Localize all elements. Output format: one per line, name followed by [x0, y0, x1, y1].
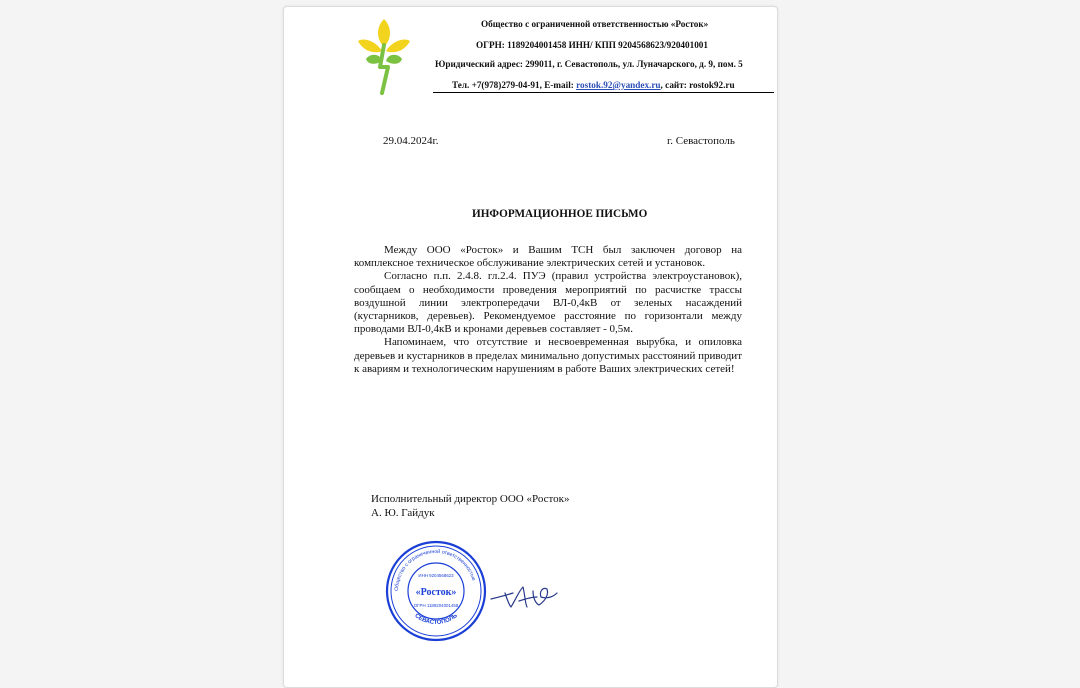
letter-title: ИНФОРМАЦИОННОЕ ПИСЬМО [472, 208, 648, 220]
letter-page [283, 6, 778, 688]
org-name: Общество с ограниченной ответственностью «Росток» [481, 19, 709, 29]
email-link[interactable]: rostok.92@yandex.ru [576, 80, 661, 90]
svg-text:Общество с ограниченной ответс [394, 548, 477, 591]
paragraph-3: Напоминаем, что отсутствие и несвоевременная вырубка, и опиловка деревьев и кустарников в пределах минимально допустимых расстояний приводит к авариям и технологическим нарушениям в работе Ваших электрических сетей! [354, 336, 742, 375]
site-text: , сайт: rostok92.ru [660, 80, 735, 90]
stamp-ring-text: Общество с ограниченной ответственностью [393, 548, 477, 592]
letter-city: г. Севастополь [667, 135, 735, 147]
stamp-inn-text: ИНН 9204568623 [418, 573, 454, 578]
letter-body [354, 244, 742, 376]
stamp-ogrn-text: ОГРН 1189204001458 [413, 603, 459, 608]
signer-name: А. Ю. Гайдук [371, 507, 435, 519]
header-rule [433, 92, 774, 93]
ogrn-line: ОГРН: 1189204001458 ИНН/ КПП 9204568623/920401001 [476, 40, 708, 50]
contacts-line [452, 81, 735, 90]
company-stamp [384, 539, 488, 643]
handwritten-signature [489, 577, 559, 615]
stamp-city-text: СЕВАСТОПОЛЬ [413, 612, 459, 626]
paragraph-1: Между ООО «Росток» и Вашим ТСН был заключен договор на комплексное техническое обслуживание электрических сетей и установок. [354, 244, 742, 270]
phone-text: Тел. +7(978)279-04-91, E-mail: [452, 80, 577, 90]
paragraph-2: Согласно п.п. 2.4.8. гл.2.4. ПУЭ (правил устройства электроустановок), сообщаем о необходимости проведения мероприятий по расчистке трассы воздушной линии электропередачи ВЛ-0,4кВ от зеленых насаждений (кустарников, деревьев). Рекомендуемое расстояние по горизонтали между проводами ВЛ-0,4кВ и кронами деревьев составляет - 0,5м. [354, 270, 742, 336]
signer-position: Исполнительный директор ООО «Росток» [371, 493, 570, 505]
legal-address: Юридический адрес: 299011, г. Севастополь, ул. Луначарского, д. 9, пом. 5 [435, 59, 743, 69]
letter-date: 29.04.2024г. [383, 135, 439, 147]
company-logo [354, 15, 414, 99]
stamp-center-text: «Росток» [415, 587, 457, 598]
